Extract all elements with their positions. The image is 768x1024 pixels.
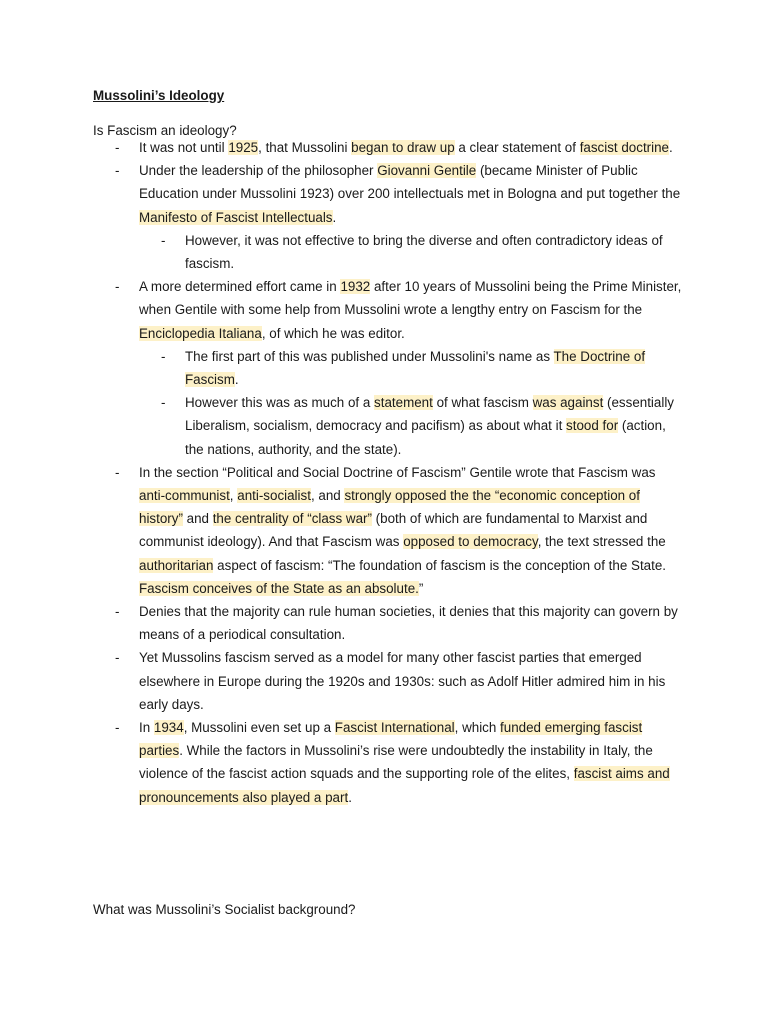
text-segment: (both of which are fundamental to Marxist and communist ideology). And that Fascism was [139, 511, 648, 550]
highlighted-text: Fascist International [334, 720, 455, 736]
text-segment: (became Minister of Public Education under Mussolini 1923) over 200 intellectuals met in Bologna and put together the [139, 163, 681, 202]
highlighted-text: Manifesto of Fascist Intellectuals [139, 209, 333, 225]
text-segment: of what fascism [432, 395, 533, 411]
highlighted-text: Fascism conceives of the State as an absolute. [139, 580, 419, 596]
highlighted-text: fascist doctrine [579, 140, 669, 155]
text-segment: However this was as much of a [185, 395, 375, 411]
text-segment: . [234, 372, 239, 388]
bullet-dash: - [161, 395, 166, 411]
text-segment: , Mussolini even set up a [183, 720, 335, 736]
bullet-dash: - [161, 232, 166, 248]
text-segment: In the section “Political and Social Doctrine of Fascism” Gentile wrote that Fascism was [139, 464, 656, 480]
text-segment: , that Mussolini [258, 140, 352, 155]
list-item-text [185, 233, 663, 271]
question-heading-socialist-background: What was Mussolini’s Socialist background? [93, 902, 356, 917]
highlighted-text: The Doctrine of Fascism [185, 348, 646, 388]
highlighted-text: 1934 [153, 720, 184, 736]
highlighted-text: the centrality of “class war” [212, 511, 372, 527]
document-title: Mussolini’s Ideology [93, 88, 225, 103]
text-segment: ” [418, 580, 424, 596]
bullet-dash: - [115, 163, 120, 179]
highlighted-text: was against [532, 395, 604, 411]
text-segment: It was not until [139, 140, 229, 155]
list-item [93, 159, 683, 229]
text-segment: (essentially Liberalism, socialism, democracy and pacifism) as about what it [185, 395, 674, 434]
text-segment: and [182, 511, 213, 527]
list-item-text [139, 279, 681, 340]
sub-list-item [93, 229, 683, 275]
list-item-text [185, 395, 674, 456]
text-segment: , and [310, 488, 345, 504]
list-item-text [185, 349, 645, 387]
text-segment: , the text stressed the [537, 534, 666, 550]
text-segment: A more determined effort came in [139, 279, 341, 295]
highlighted-text: fascist aims and pronouncements also played a part [139, 766, 670, 805]
text-segment: a clear statement of [454, 140, 580, 155]
bullet-list [93, 136, 683, 809]
highlighted-text: 1925 [228, 140, 259, 155]
list-item-text [139, 140, 673, 155]
list-item [93, 275, 683, 345]
list-item-text [139, 604, 678, 642]
bullet-dash: - [115, 650, 120, 666]
bullet-dash: - [115, 140, 120, 155]
highlighted-text: Giovanni Gentile [377, 163, 477, 179]
text-segment: Yet Mussolins fascism served as a model for many other fascist parties that emerged elsewhere in Europe during the 1920s and 1930s: such as Adolf Hitler admired him in his early days. [139, 650, 666, 712]
highlighted-text: 1932 [340, 279, 371, 295]
highlighted-text: strongly opposed the the “economic conception of history” [139, 488, 640, 527]
list-item [93, 136, 683, 159]
text-segment: after 10 years of Mussolini being the Prime Minister, when Gentile with some help from Mussolini wrote a lengthy entry on Fascism for the [139, 279, 682, 318]
bullet-dash: - [115, 279, 120, 295]
bullet-dash: - [115, 604, 120, 620]
list-item-text [139, 465, 666, 596]
text-segment: aspect of fascism: “The foundation of fascism is the conception of the State. [213, 557, 666, 573]
highlighted-text: funded emerging fascist parties [139, 720, 643, 759]
text-segment: In [139, 720, 154, 736]
list-item-text [139, 650, 665, 711]
text-segment: . While the factors in Mussolini’s rise were undoubtedly the instability in Italy, the violence of the fascist action squads and the supporting role of the elites, [139, 743, 653, 782]
highlighted-text: anti-communist [139, 488, 230, 504]
highlighted-text: opposed to democracy [403, 534, 538, 550]
list-item [93, 600, 683, 646]
list-item-text [139, 163, 680, 224]
highlighted-text: authoritarian [139, 557, 214, 573]
highlighted-text: stood for [566, 418, 619, 434]
sub-list-item [93, 391, 683, 461]
text-segment: . [332, 209, 337, 225]
list-item-text [139, 720, 670, 805]
text-segment: The first part of this was published under Mussolini's name as [185, 348, 554, 364]
text-segment: , which [454, 720, 501, 736]
text-segment: Denies that the majority can rule human societies, it denies that this majority can govern by means of a periodical consultation. [139, 604, 678, 643]
highlighted-text: anti-socialist [237, 488, 311, 504]
sub-list-item [93, 345, 683, 391]
text-segment: , [229, 488, 238, 504]
text-segment: However, it was not effective to bring the diverse and often contradictory ideas of fascism. [185, 232, 663, 272]
highlighted-text: began to draw up [351, 140, 455, 155]
list-item [93, 716, 683, 809]
bullet-dash: - [161, 348, 166, 364]
text-segment: . [348, 789, 352, 805]
list-item [93, 461, 683, 600]
highlighted-text: statement [374, 395, 433, 411]
bullet-dash: - [115, 720, 120, 736]
list-item [93, 646, 683, 716]
text-segment: , of which he was editor. [261, 325, 405, 341]
bullet-dash: - [115, 464, 120, 480]
text-segment: (action, the nations, authority, and the state). [185, 418, 666, 457]
text-segment: Under the leadership of the philosopher [139, 163, 378, 179]
text-segment: . [669, 140, 673, 155]
question-heading-ideology: Is Fascism an ideology? [93, 123, 237, 138]
highlighted-text: Enciclopedia Italiana [139, 325, 262, 341]
